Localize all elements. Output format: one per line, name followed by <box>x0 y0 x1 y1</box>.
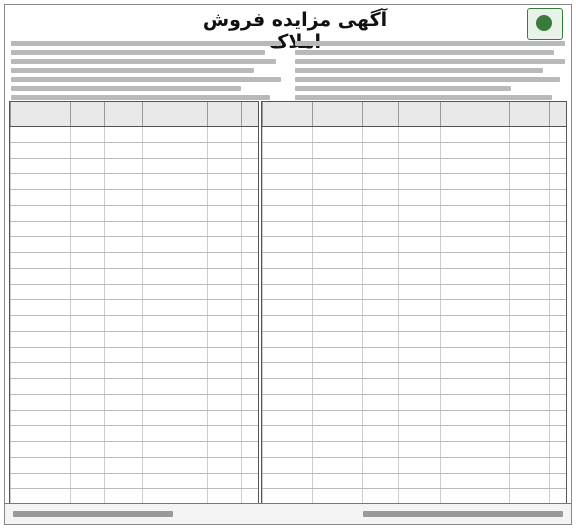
table-row <box>10 285 258 301</box>
table-row <box>262 253 566 269</box>
property-table-left <box>9 101 259 505</box>
table-header <box>262 102 566 127</box>
table-row <box>10 316 258 332</box>
notice-body-right <box>295 41 565 97</box>
table-row <box>10 411 258 427</box>
table-row <box>262 395 566 411</box>
notice-page <box>4 4 572 525</box>
notice-title: آگهی مزایده فروش <box>202 9 388 31</box>
table-row <box>10 269 258 285</box>
table-row <box>10 253 258 269</box>
table-row <box>262 222 566 238</box>
table-row <box>10 395 258 411</box>
table-row <box>262 426 566 442</box>
table-row <box>262 332 566 348</box>
table-row <box>262 411 566 427</box>
footer <box>5 503 571 524</box>
table-row <box>262 458 566 474</box>
table-row <box>10 222 258 238</box>
table-row <box>10 237 258 253</box>
notice-body-left <box>11 41 281 97</box>
table-row <box>262 237 566 253</box>
table-row <box>262 300 566 316</box>
table-row <box>262 285 566 301</box>
table-row <box>262 363 566 379</box>
table-row <box>10 206 258 222</box>
table-row <box>262 174 566 190</box>
organization-logo <box>527 8 563 40</box>
table-row <box>10 143 258 159</box>
table-row <box>10 379 258 395</box>
table-row <box>10 363 258 379</box>
table-row <box>10 300 258 316</box>
table-row <box>10 174 258 190</box>
table-header <box>10 102 258 127</box>
table-row <box>10 474 258 490</box>
table-row <box>10 348 258 364</box>
table-row <box>10 332 258 348</box>
table-row <box>262 159 566 175</box>
table-row <box>262 206 566 222</box>
table-row <box>262 474 566 490</box>
table-row <box>262 442 566 458</box>
table-row <box>262 269 566 285</box>
table-row <box>262 127 566 143</box>
table-row <box>262 379 566 395</box>
table-row <box>262 143 566 159</box>
table-row <box>262 348 566 364</box>
header <box>5 5 571 39</box>
table-row <box>10 127 258 143</box>
table-row <box>10 442 258 458</box>
table-row <box>10 458 258 474</box>
property-table-right <box>261 101 567 505</box>
table-row <box>10 159 258 175</box>
table-row <box>10 190 258 206</box>
table-row <box>262 316 566 332</box>
table-row <box>10 426 258 442</box>
table-row <box>262 190 566 206</box>
